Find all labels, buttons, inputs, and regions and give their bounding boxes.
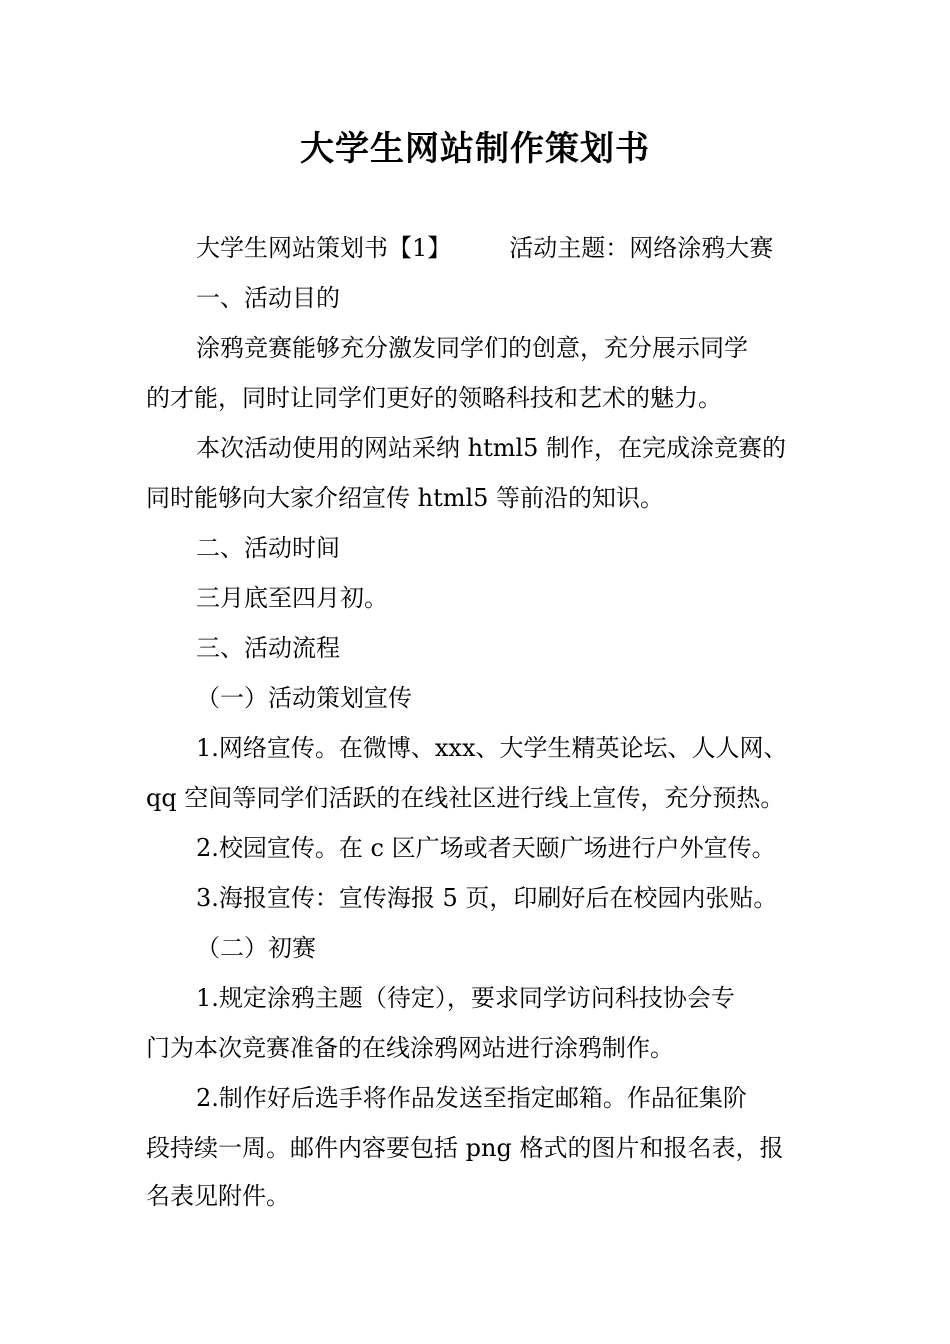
paragraph-html5-line-1: 本次活动使用的网站采纳 html5 制作，在完成涂竞赛的 [196, 434, 787, 462]
intro-label: 大学生网站策划书【1】 [196, 234, 452, 262]
intro-line [196, 230, 773, 266]
promotion-item-1-line-2: qq 空间等同学们活跃的在线社区进行线上宣传，充分预热。 [146, 784, 785, 812]
subheading-promotion: （一）活动策划宣传 [196, 684, 412, 712]
time-text: 三月底至四月初。 [196, 584, 388, 612]
paragraph-purpose-line-1: 涂鸦竞赛能够充分激发同学们的创意，充分展示同学 [196, 334, 748, 362]
preliminary-item-2-line-1: 2.制作好后选手将作品发送至指定邮箱。作品征集阶 [196, 1084, 747, 1112]
paragraph-purpose-line-2: 的才能，同时让同学们更好的领略科技和艺术的魅力。 [146, 384, 722, 412]
promotion-item-2: 2.校园宣传。在 c 区广场或者天颐广场进行户外宣传。 [196, 834, 776, 862]
paragraph-html5-line-2: 同时能够向大家介绍宣传 html5 等前沿的知识。 [146, 484, 665, 512]
preliminary-item-2-line-2: 段持续一周。邮件内容要包括 png 格式的图片和报名表，报 [146, 1134, 784, 1162]
promotion-item-1-line-1: 1.网络宣传。在微博、xxx、大学生精英论坛、人人网、 [196, 734, 788, 762]
subheading-preliminary: （二）初赛 [196, 934, 316, 962]
preliminary-item-1-line-2: 门为本次竞赛准备的在线涂鸦网站进行涂鸦制作。 [146, 1034, 674, 1062]
section-heading-process: 三、活动流程 [196, 634, 340, 662]
document-title: 大学生网站制作策划书 [300, 129, 650, 169]
section-heading-purpose: 一、活动目的 [196, 284, 340, 312]
intro-theme: 活动主题：网络涂鸦大赛 [509, 234, 774, 262]
promotion-item-3: 3.海报宣传：宣传海报 5 页，印刷好后在校园内张贴。 [196, 884, 778, 912]
preliminary-item-1-line-1: 1.规定涂鸦主题（待定），要求同学访问科技协会专 [196, 984, 735, 1012]
preliminary-item-2-line-3: 名表见附件。 [146, 1182, 290, 1210]
section-heading-time: 二、活动时间 [196, 534, 340, 562]
